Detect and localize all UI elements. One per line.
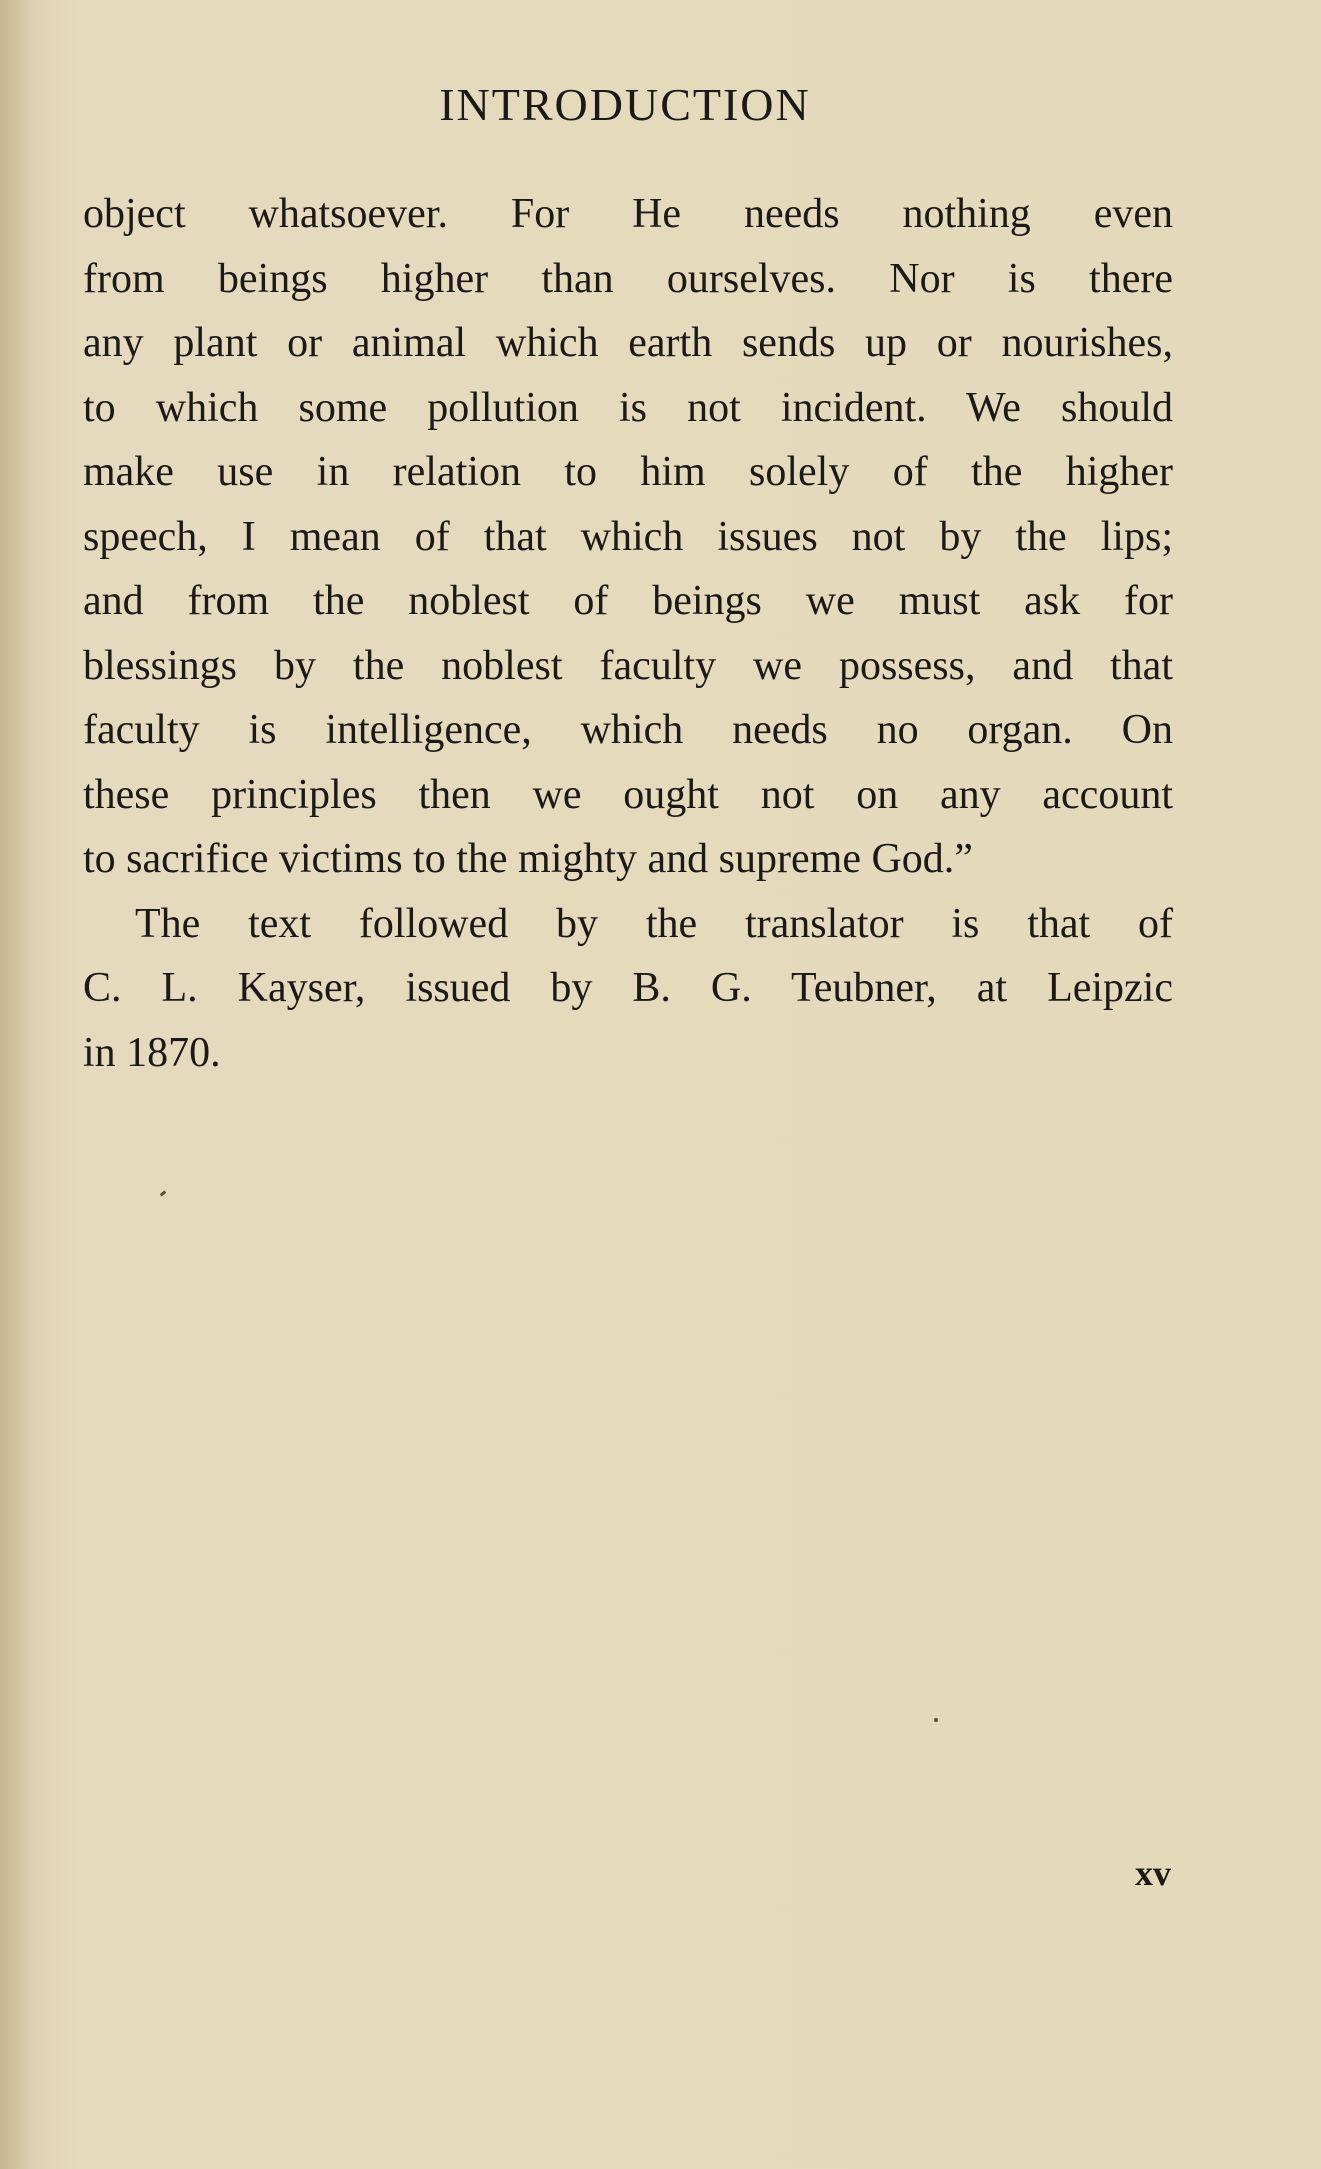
text-line: C. L. Kayser, issued by B. G. Teubner, at Leipzic [83, 965, 1173, 1011]
text-line: blessings by the noblest faculty we possess, and that [83, 642, 1173, 689]
text-line: speech, I mean of that which issues not by the lips; [83, 513, 1173, 560]
ink-speck [934, 1718, 938, 1722]
text-line: in 1870. [83, 1029, 221, 1076]
text-line: to which some pollution is not incident. We should [83, 384, 1173, 431]
ink-speck [160, 1190, 167, 1196]
text-line: from beings higher than ourselves. Nor is there [83, 255, 1173, 302]
text-line: to sacrifice victims to the mighty and supreme God.” [83, 836, 973, 882]
paragraph-start-line: The text followed by the translator is that of [135, 900, 1173, 947]
text-line: make use in relation to him solely of the higher [83, 449, 1173, 495]
page-number: xv [1135, 1853, 1171, 1893]
body-text [83, 182, 1173, 1085]
page-edge-shadow [0, 0, 40, 2169]
text-line: these principles then we ought not on any account [83, 771, 1173, 818]
running-head: INTRODUCTION [439, 79, 811, 130]
text-line: object whatsoever. For He needs nothing even [83, 191, 1173, 237]
text-line: faculty is intelligence, which needs no organ. On [83, 707, 1173, 753]
text-line: any plant or animal which earth sends up or nourishes, [83, 320, 1173, 366]
text-line: and from the noblest of beings we must ask for [83, 578, 1173, 624]
